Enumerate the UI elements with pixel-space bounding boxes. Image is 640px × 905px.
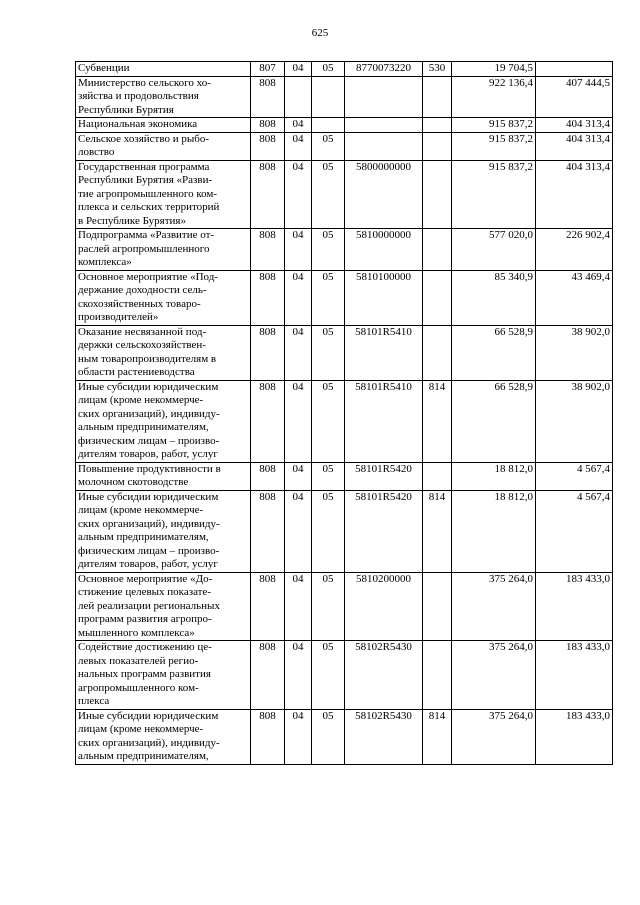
table-row [76, 160, 613, 229]
table-row [76, 641, 613, 710]
item-name-line: ным товаропроизводителям в [78, 352, 217, 365]
item-name-line: ских организаций), индивиду- [78, 517, 220, 530]
expense-type-cell: 814 [423, 709, 452, 764]
item-name-line: программ развития агропро- [78, 613, 212, 625]
amount-2-cell: 43 469,4 [536, 270, 613, 325]
item-name-line: нальных программ развития [78, 668, 211, 680]
item-name-line: левых показателей регио- [78, 654, 199, 667]
table-row [76, 572, 613, 641]
amount-1-cell: 66 528,9 [452, 380, 536, 462]
item-name-cell [76, 270, 251, 325]
ministry-code-cell: 808 [251, 641, 285, 710]
item-name-line: физическим лицам – произво- [78, 544, 220, 557]
item-name-line: тие агропромышленного ком- [78, 187, 218, 200]
subsection-code-cell [312, 118, 345, 133]
item-name-line: агропромышленного ком- [78, 681, 199, 694]
item-name-line: лицам (кроме некоммерче- [78, 504, 204, 516]
target-article-cell: 58101R5420 [345, 462, 423, 490]
target-article-cell [345, 76, 423, 118]
table-row [76, 118, 613, 133]
target-article-cell: 8770073220 [345, 62, 423, 77]
item-name-line: скохозяйственных товаро- [78, 297, 201, 310]
ministry-code-cell: 808 [251, 270, 285, 325]
ministry-code-cell: 808 [251, 380, 285, 462]
table-row [76, 132, 613, 160]
item-name-line: альным предпринимателям, [78, 750, 209, 762]
item-name-line: ских организаций), индивиду- [78, 407, 220, 420]
item-name-cell [76, 709, 251, 764]
item-name-line: мышленного комплекса» [78, 626, 195, 639]
item-name-cell [76, 76, 251, 118]
amount-2-cell: 183 433,0 [536, 641, 613, 710]
amount-2-cell: 4 567,4 [536, 490, 613, 572]
subsection-code-cell: 05 [312, 160, 345, 229]
item-name-line: Субвенции [78, 62, 130, 74]
item-name-line: держание доходности сель- [78, 284, 207, 296]
table-row [76, 462, 613, 490]
budget-table-body [76, 62, 613, 765]
amount-2-cell: 183 433,0 [536, 572, 613, 641]
item-name-cell [76, 118, 251, 133]
item-name-line: Основное мероприятие «Под- [78, 270, 218, 283]
item-name-line: зяйства и продовольствия [78, 90, 199, 102]
target-article-cell: 5810000000 [345, 229, 423, 271]
expense-type-cell [423, 270, 452, 325]
target-article-cell: 58102R5430 [345, 641, 423, 710]
item-name-line: альным предпринимателям, [78, 421, 209, 433]
item-name-cell [76, 462, 251, 490]
item-name-line: комплекса» [78, 256, 132, 268]
ministry-code-cell: 808 [251, 490, 285, 572]
expense-type-cell: 814 [423, 490, 452, 572]
item-name-cell [76, 380, 251, 462]
section-code-cell: 04 [285, 709, 312, 764]
section-code-cell: 04 [285, 160, 312, 229]
table-row [76, 709, 613, 764]
item-name-line: держки сельскохозяйствен- [78, 339, 206, 351]
item-name-line: Оказание несвязанной под- [78, 325, 207, 338]
expense-type-cell: 814 [423, 380, 452, 462]
section-code-cell: 04 [285, 325, 312, 380]
item-name-line: лицам (кроме некоммерче- [78, 723, 204, 735]
amount-2-cell: 38 902,0 [536, 325, 613, 380]
ministry-code-cell: 808 [251, 76, 285, 118]
item-name-line: Республики Бурятия [78, 103, 174, 116]
table-row [76, 76, 613, 118]
amount-1-cell: 375 264,0 [452, 641, 536, 710]
item-name-cell [76, 229, 251, 271]
ministry-code-cell: 808 [251, 325, 285, 380]
item-name-line: Министерство сельского хо- [78, 76, 211, 89]
amount-1-cell: 922 136,4 [452, 76, 536, 118]
item-name-line: Национальная экономика [78, 118, 198, 130]
section-code-cell: 04 [285, 380, 312, 462]
expense-type-cell [423, 76, 452, 118]
item-name-line: плекса и сельских территорий [78, 201, 220, 213]
amount-1-cell: 85 340,9 [452, 270, 536, 325]
amount-2-cell: 404 313,4 [536, 118, 613, 133]
item-name-line: лицам (кроме некоммерче- [78, 394, 204, 406]
amount-1-cell: 66 528,9 [452, 325, 536, 380]
amount-2-cell: 38 902,0 [536, 380, 613, 462]
target-article-cell: 58102R5430 [345, 709, 423, 764]
budget-table [75, 61, 613, 765]
ministry-code-cell: 808 [251, 229, 285, 271]
subsection-code-cell: 05 [312, 229, 345, 271]
ministry-code-cell: 808 [251, 572, 285, 641]
ministry-code-cell: 807 [251, 62, 285, 77]
item-name-line: ловство [78, 146, 115, 158]
item-name-cell [76, 572, 251, 641]
expense-type-cell [423, 325, 452, 380]
expense-type-cell [423, 229, 452, 271]
item-name-line: области растениеводства [78, 366, 195, 378]
item-name-line: Республики Бурятия «Разви- [78, 174, 213, 186]
item-name-line: молочном скотоводстве [78, 476, 189, 488]
page-number: 625 [311, 27, 329, 39]
item-name-line: Иные субсидии юридическим [78, 380, 219, 393]
expense-type-cell [423, 641, 452, 710]
target-article-cell: 5800000000 [345, 160, 423, 229]
amount-1-cell: 375 264,0 [452, 572, 536, 641]
ministry-code-cell: 808 [251, 462, 285, 490]
item-name-line: Сельское хозяйство и рыбо- [78, 132, 210, 145]
amount-1-cell: 915 837,2 [452, 132, 536, 160]
amount-2-cell [536, 62, 613, 77]
amount-1-cell: 18 812,0 [452, 490, 536, 572]
subsection-code-cell: 05 [312, 132, 345, 160]
target-article-cell: 58101R5420 [345, 490, 423, 572]
item-name-line: физическим лицам – произво- [78, 434, 220, 447]
item-name-cell [76, 62, 251, 77]
target-article-cell: 5810200000 [345, 572, 423, 641]
expense-type-cell [423, 132, 452, 160]
subsection-code-cell: 05 [312, 462, 345, 490]
amount-1-cell: 375 264,0 [452, 709, 536, 764]
expense-type-cell [423, 572, 452, 641]
item-name-line: стижение целевых показате- [78, 586, 212, 598]
item-name-cell [76, 490, 251, 572]
item-name-line: плекса [78, 695, 110, 707]
item-name-line: Иные субсидии юридическим [78, 490, 219, 503]
subsection-code-cell: 05 [312, 490, 345, 572]
subsection-code-cell [312, 76, 345, 118]
ministry-code-cell: 808 [251, 160, 285, 229]
amount-2-cell: 404 313,4 [536, 132, 613, 160]
table-row [76, 490, 613, 572]
item-name-line: ских организаций), индивиду- [78, 736, 220, 749]
item-name-line: Содействие достижению це- [78, 641, 212, 653]
item-name-line: Подпрограмма «Развитие от- [78, 229, 215, 241]
item-name-line: Основное мероприятие «До- [78, 572, 213, 585]
section-code-cell: 04 [285, 118, 312, 133]
item-name-line: лей реализации региональных [78, 599, 220, 612]
table-row [76, 325, 613, 380]
table-row [76, 62, 613, 77]
target-article-cell: 58101R5410 [345, 380, 423, 462]
item-name-line: Иные субсидии юридическим [78, 709, 219, 722]
section-code-cell: 04 [285, 462, 312, 490]
amount-1-cell: 577 020,0 [452, 229, 536, 271]
subsection-code-cell: 05 [312, 709, 345, 764]
section-code-cell: 04 [285, 641, 312, 710]
expense-type-cell [423, 118, 452, 133]
target-article-cell: 58101R5410 [345, 325, 423, 380]
amount-2-cell: 226 902,4 [536, 229, 613, 271]
item-name-cell [76, 132, 251, 160]
section-code-cell: 04 [285, 229, 312, 271]
expense-type-cell [423, 462, 452, 490]
section-code-cell: 04 [285, 572, 312, 641]
table-row [76, 270, 613, 325]
table-row [76, 229, 613, 271]
expense-type-cell [423, 160, 452, 229]
amount-1-cell: 19 704,5 [452, 62, 536, 77]
subsection-code-cell: 05 [312, 62, 345, 77]
target-article-cell [345, 118, 423, 133]
section-code-cell: 04 [285, 62, 312, 77]
amount-2-cell: 183 433,0 [536, 709, 613, 764]
item-name-line: дителям товаров, работ, услуг [78, 448, 218, 460]
ministry-code-cell: 808 [251, 132, 285, 160]
amount-2-cell: 407 444,5 [536, 76, 613, 118]
item-name-line: производителей» [78, 311, 159, 323]
item-name-cell [76, 160, 251, 229]
table-row [76, 380, 613, 462]
item-name-cell [76, 641, 251, 710]
section-code-cell [285, 76, 312, 118]
expense-type-cell: 530 [423, 62, 452, 77]
subsection-code-cell: 05 [312, 270, 345, 325]
amount-1-cell: 915 837,2 [452, 118, 536, 133]
section-code-cell: 04 [285, 270, 312, 325]
item-name-line: Повышение продуктивности в [78, 462, 221, 475]
item-name-line: в Республике Бурятия» [78, 214, 186, 227]
subsection-code-cell: 05 [312, 380, 345, 462]
item-name-line: Государственная программа [78, 160, 210, 173]
item-name-line: дителям товаров, работ, услуг [78, 558, 218, 570]
subsection-code-cell: 05 [312, 641, 345, 710]
section-code-cell: 04 [285, 132, 312, 160]
item-name-line: раслей агропромышленного [78, 242, 210, 255]
target-article-cell: 5810100000 [345, 270, 423, 325]
item-name-cell [76, 325, 251, 380]
ministry-code-cell: 808 [251, 118, 285, 133]
section-code-cell: 04 [285, 490, 312, 572]
ministry-code-cell: 808 [251, 709, 285, 764]
amount-2-cell: 404 313,4 [536, 160, 613, 229]
item-name-line: альным предпринимателям, [78, 531, 209, 543]
amount-2-cell: 4 567,4 [536, 462, 613, 490]
target-article-cell [345, 132, 423, 160]
subsection-code-cell: 05 [312, 325, 345, 380]
amount-1-cell: 18 812,0 [452, 462, 536, 490]
subsection-code-cell: 05 [312, 572, 345, 641]
amount-1-cell: 915 837,2 [452, 160, 536, 229]
